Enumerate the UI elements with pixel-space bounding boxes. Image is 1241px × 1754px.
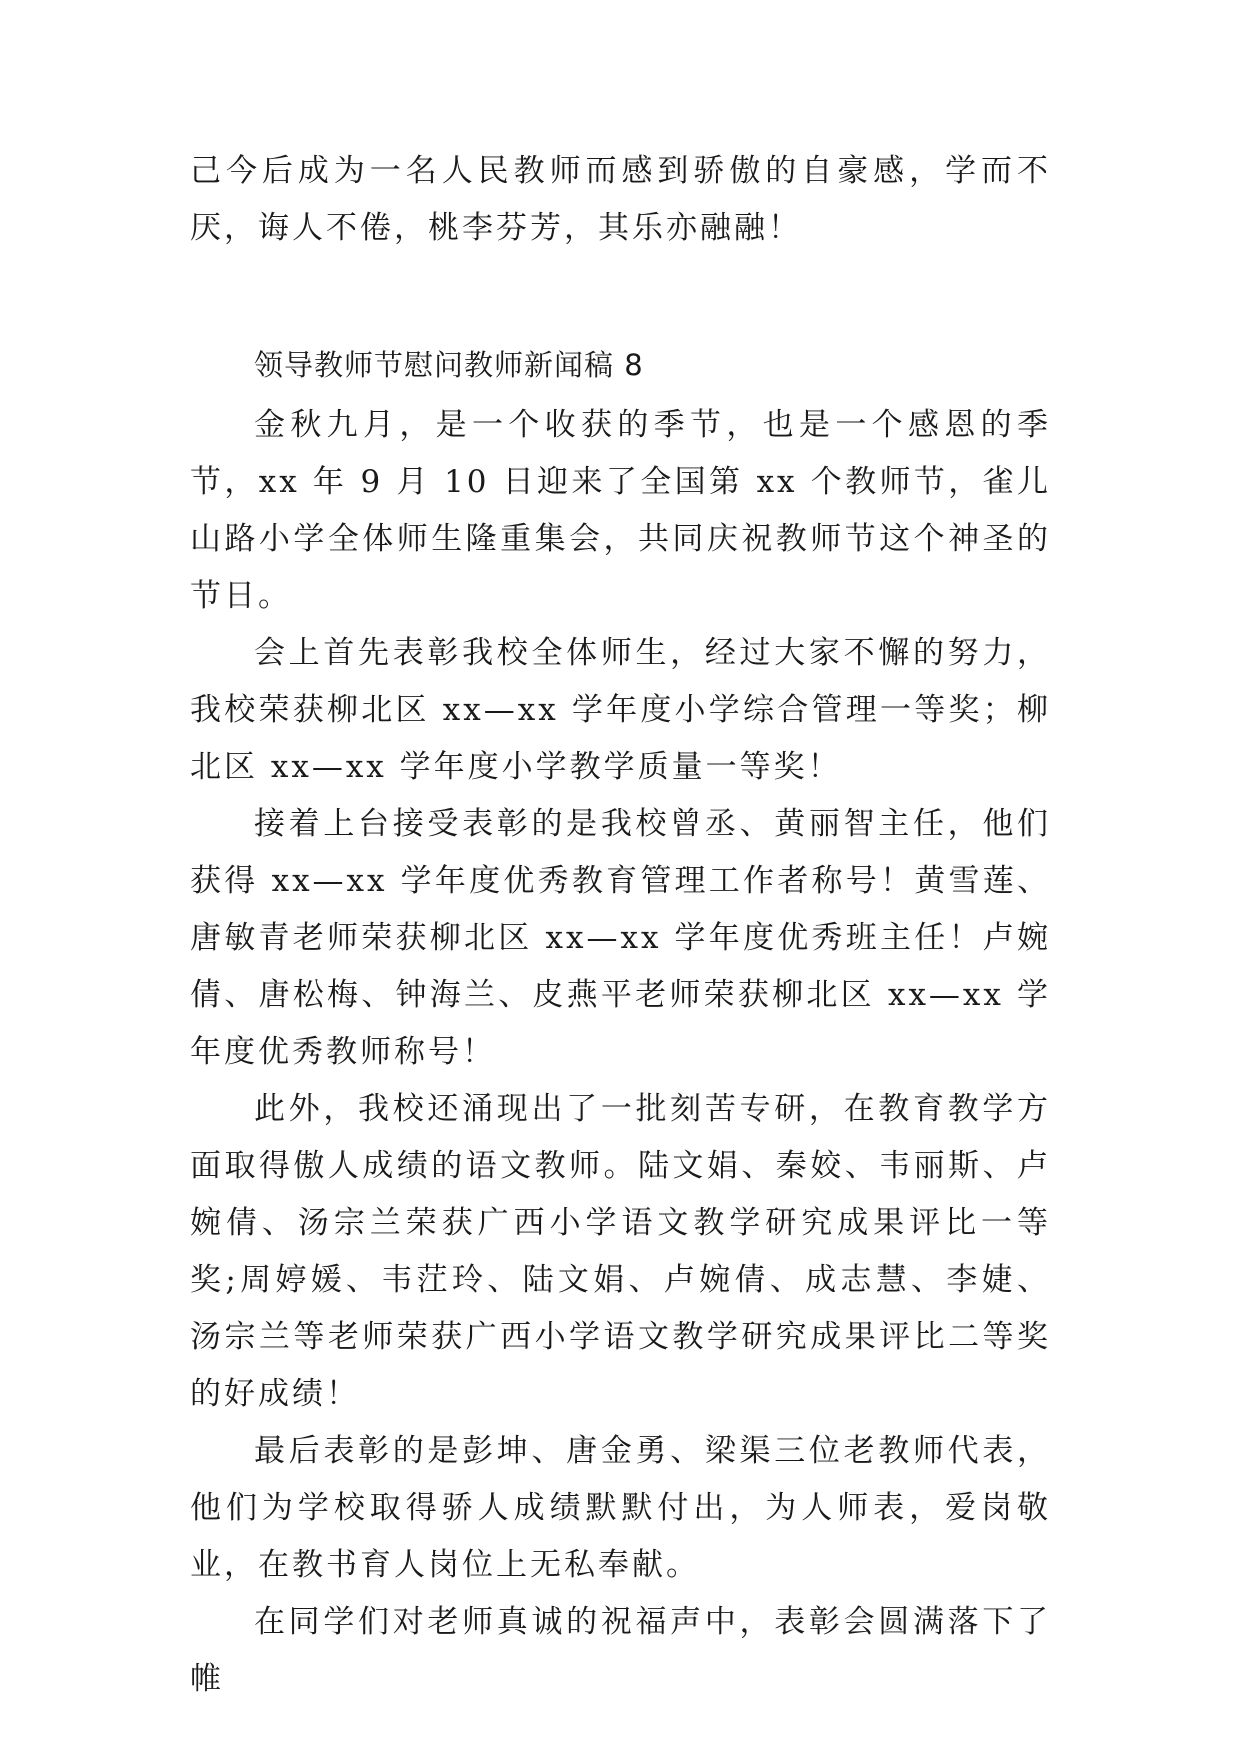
- body-paragraph: 会上首先表彰我校全体师生，经过大家不懈的努力，我校荣获柳北区 xx—xx 学年度小学综合管理一等奖；柳北区 xx—xx 学年度小学教学质量一等奖！: [190, 635, 1051, 785]
- body-text: [190, 397, 1051, 1708]
- body-paragraph: 最后表彰的是彭坤、唐金勇、梁渠三位老教师代表，他们为学校取得骄人成绩默默付出，为人师表，爱岗敬业，在教书育人岗位上无私奉献。: [190, 1433, 1051, 1583]
- body-paragraph: 接着上台接受表彰的是我校曾丞、黄丽智主任，他们获得 xx—xx 学年度优秀教育管理工作者称号！黄雪莲、唐敏青老师荣获柳北区 xx—xx 学年度优秀班主任！卢婉倩、唐松梅、钟海兰、皮燕平老师荣获柳北区 xx—xx 学年度优秀教师称号！: [190, 806, 1051, 1070]
- section-heading: 领导教师节慰问教师新闻稿 8: [254, 348, 644, 382]
- continuation-paragraph: 己今后成为一名人民教师而感到骄傲的自豪感，学而不厌，诲人不倦，桃李芬芳，其乐亦融融！: [190, 153, 1051, 246]
- body-paragraph: 在同学们对老师真诚的祝福声中，表彰会圆满落下了帷: [190, 1604, 1051, 1697]
- body-paragraph: 此外，我校还涌现出了一批刻苦专研，在教育教学方面取得傲人成绩的语文教师。陆文娟、秦姣、韦丽斯、卢婉倩、汤宗兰荣获广西小学语文教学研究成果评比一等奖;周婷媛、韦茳玲、陆文娟、卢婉倩、成志慧、李婕、汤宗兰等老师荣获广西小学语文教学研究成果评比二等奖的好成绩！: [190, 1091, 1051, 1412]
- body-paragraph: 金秋九月，是一个收获的季节，也是一个感恩的季节，xx 年 9 月 10 日迎来了全国第 xx 个教师节，雀儿山路小学全体师生隆重集会，共同庆祝教师节这个神圣的节日。: [190, 407, 1051, 614]
- continuation-block: [190, 143, 1051, 257]
